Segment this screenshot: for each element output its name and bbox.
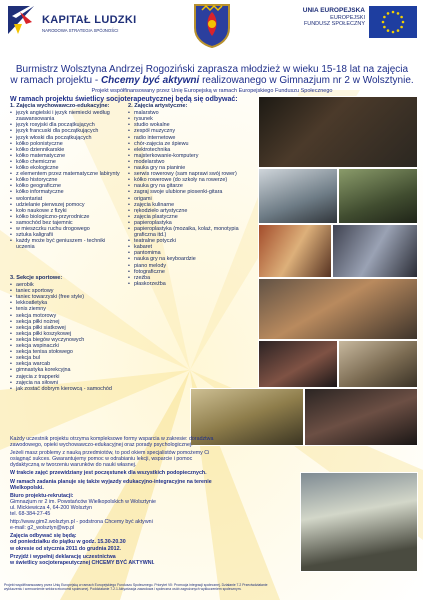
activities-heading: W ramach projektu świetlicy socjoterapeutycznej będą się odbywać: [10, 96, 238, 103]
sports-heading: 3. Sekcje sportowe: [10, 275, 63, 281]
photo-music [258, 340, 338, 388]
list-item: • sekcja piłki nożnej [10, 319, 122, 325]
photo-bikes [338, 168, 418, 224]
list-item: • rzeźba [128, 275, 248, 281]
list-item: • kółko chemiczne [10, 159, 122, 165]
list-item: • zagraj swoje ulubione piosenki-gitara [128, 189, 248, 195]
photo-dance [304, 388, 418, 446]
list-item: • zajęcia kulinarne [128, 202, 248, 208]
list-item: • pantomima [128, 250, 248, 256]
list-item: • sekcja motorowy [10, 313, 122, 319]
educational-heading: 1. Zajęcia wychowawczo-edukacyjne: [10, 103, 110, 110]
photo-art-class [338, 340, 418, 388]
list-item: • origami [128, 196, 248, 202]
photo-group-indoor [258, 278, 418, 340]
eu-line3: FUNDUSZ SPOŁECZNY [303, 21, 365, 27]
kapital-ludzki-emblem-icon [6, 4, 36, 38]
photo-microscope [258, 96, 418, 168]
list-item: • majsterkowanie-komputery [128, 153, 248, 159]
list-item: • sekcja bul [10, 355, 122, 361]
list-item: • chór-zajęcia ze śpiewu [128, 141, 248, 147]
photo-computers [332, 224, 418, 278]
photo-crafts [258, 224, 332, 278]
eu-line2: EUROPEJSKI [330, 14, 365, 21]
intro-line1: Burmistrz Wolsztyna Andrzej Rogoziński zaprasza młodzież w wieku 15-18 lat na zajęcia [15, 64, 409, 75]
list-item: • zajęcia plastyczne [128, 214, 248, 220]
eu-line1: UNIA EUROPEJSKA [302, 7, 365, 14]
list-item: • w mieszczku ruchu drogowego [10, 226, 122, 232]
kapital-ludzki-logo [6, 4, 156, 44]
footer-line2: wykluczeniu i wzmocnienie sektora ekonomii społecznej. Poddziałanie 7.2.1 Aktywizacja zawodowa i społeczna osób zagrożonych wykluczeniem społecznym. [4, 587, 242, 592]
office-heading: Biuro projektu-rekrutacji: [10, 492, 74, 499]
list-item: • gimnastyka korekcyjna [10, 367, 122, 373]
list-item: • tenis ziemny [10, 306, 122, 312]
list-item: • radio internetowe [128, 135, 248, 141]
kl-title: KAPITAŁ LUDZKI [42, 14, 137, 26]
list-item: • taniec sportowy [10, 288, 122, 294]
funding-note: Projekt współfinansowany przez Unię Europejską w ramach Europejskiego Funduszu Społecznego [91, 88, 333, 94]
email-link[interactable]: e-mail: g2_wolsztyn@wp.pl [10, 525, 75, 532]
list-item: • język francuski dla początkujących [10, 128, 122, 134]
list-item: • kabaret [128, 244, 248, 250]
footer [4, 583, 419, 591]
times-heading: Zajęcia odbywać się będą: [10, 533, 77, 540]
office-line2: ul. Mickiewicza 4, 64-200 Wolsztyn [10, 504, 93, 511]
list-item: • kółko matematyczne [10, 153, 122, 159]
list-item: • modelarstwo [128, 159, 248, 165]
list-item: • płaskorzeźba [128, 281, 248, 287]
help-paragraph: Jeżeli masz problemy z nauką przedmiotów, to pod okiem specjalistów pomożemy Ci osiągnąć sukces. Gwarantujemy pomoc w odrabianiu lekcji, wsparcie i pomoc dydaktyczną w tworzeniu warunków do nauki własnej. [10, 450, 210, 469]
list-item: • sekcja wspinaczki [10, 343, 122, 349]
list-item: • taniec towarzyski (free style) [10, 294, 122, 300]
list-item: • koło naukowe z fizyki [10, 208, 122, 214]
list-item: • zajęcia na siłowni [10, 380, 122, 386]
kl-subtitle: NARODOWA STRATEGIA SPÓJNOŚCI [42, 28, 119, 33]
list-item: • język włoski dla początkujących [10, 135, 122, 141]
closing-line2: w świetlicy socjoterapeutycznej CHCEMY BYĆ AKTYWNI. [10, 559, 155, 566]
refreshments-note: W trakcie zajęć przewidziany jest poczęstunek dla wszystkich podopiecznych. [10, 470, 207, 477]
list-item: • kółko polonistyczne [10, 141, 122, 147]
photo-classroom [258, 168, 338, 224]
list-item: • zajęcia z trapperki [10, 374, 122, 380]
list-item: • kółko biologiczno-przyrodnicze [10, 214, 122, 220]
list-item: • język rosyjski dla początkujących [10, 122, 122, 128]
wolsztyn-crest-icon [192, 2, 232, 48]
list-item: • sekcja piłki siatkowej [10, 325, 122, 331]
list-item: • papieroplastyka (mozaika, kolaż, monotypia graficzna itd.) [128, 226, 248, 238]
artistic-heading: 2. Zajęcia artystyczne: [128, 103, 188, 110]
list-item: • sztuka kaligrafii [10, 232, 122, 238]
list-item: • kółko rowerowe (do szkoły na rowerze) [128, 177, 248, 183]
list-item: • język angielski i język niemiecki według zaawansowania [10, 110, 122, 122]
list-item: • piano melody [128, 263, 248, 269]
list-item: • studio wokalne [128, 122, 248, 128]
list-item: • serwis rowerowy (sam naprawi swój rower) [128, 171, 248, 177]
list-item: • sekcja tenisa stołowego [10, 349, 122, 355]
list-item: • kółko ekologiczne [10, 165, 122, 171]
intro-line2: w ramach projektu - Chcemy być aktywni realizowanego w Gimnazjum nr 2 w Wolsztynie. [10, 75, 414, 86]
list-item: • sekcja warcab [10, 361, 122, 367]
list-item: • udzielanie pierwszej pomocy [10, 202, 122, 208]
sports-list [10, 282, 122, 392]
trips-note: W ramach zadania planuje się także wyjazdy edukacyjno-integracyjne na terenie Wielkopolski. [10, 478, 212, 491]
list-item: • nauka gry na keyboardzie [128, 256, 248, 262]
educational-list [10, 110, 122, 250]
office-line1: Gimnazjum nr 2 im. Powstańców Wielkopolskich w Wolsztynie [10, 498, 156, 505]
list-item: • fotograficzne [128, 269, 248, 275]
info-section [10, 436, 220, 566]
list-item: • z elementem przez matematyczne labirynty [10, 171, 122, 177]
list-item: • aerobik [10, 282, 122, 288]
artistic-list [128, 110, 248, 287]
column-sports [10, 275, 122, 392]
column-educational [10, 103, 122, 250]
list-item: • sekcja piłki koszykowej [10, 331, 122, 337]
header [0, 0, 423, 62]
times-line2: w okresie od stycznia 2011 do grudnia 2012. [10, 545, 121, 552]
photo-group-banner [300, 472, 418, 572]
list-item: • elektrotechnika [128, 147, 248, 153]
eu-flag-icon [369, 6, 417, 38]
list-item: • zespół muzyczny [128, 128, 248, 134]
list-item: • malarstwo [128, 110, 248, 116]
office-phone: tel. 68-384-27-45 [10, 511, 51, 518]
list-item: • sekcja biegów wyczynowych [10, 337, 122, 343]
list-item: • jak zostać dobrym kierowcą - samochód [10, 386, 122, 392]
list-item: • nauka gry na pianinie [128, 165, 248, 171]
list-item: • każdy może być geniuszem - techniki uczenia [10, 238, 122, 250]
list-item: • kółko dziennikarskie [10, 147, 122, 153]
list-item: • rękodzieło artystyczne [128, 208, 248, 214]
list-item: • papieroplastyka [128, 220, 248, 226]
times-line1: od poniedziałku do piątku w godz. 15.30-20.30 [10, 539, 126, 546]
intro [8, 64, 416, 94]
website-link[interactable]: http://www.gim2.wolsztyn.pl - podstrona Chcemy być aktywni [10, 519, 153, 526]
list-item: • kółko historyczne [10, 177, 122, 183]
footer-line1: Projekt współfinansowany przez Unię Europejską w ramach Europejskiego Funduszu Społecznego. Priorytet VII: Promocja integracji społecznej. Działanie 7.2 Przeciwdziałanie [4, 583, 268, 587]
closing-line1: Przyjdź i wypełnij deklarację uczestnictwa [10, 553, 116, 560]
project-name: Chcemy być aktywni [100, 75, 200, 86]
list-item: • kółko geograficzne [10, 183, 122, 189]
eu-label [303, 8, 365, 28]
list-item: • kółko informatyczne [10, 189, 122, 195]
list-item: • lekkoatletyka [10, 300, 122, 306]
list-item: • teatralne potyczki [128, 238, 248, 244]
list-item: • nauka gry na gitarze [128, 183, 248, 189]
list-item: • wolontariat [10, 196, 122, 202]
list-item: • samochód bez tajemnic [10, 220, 122, 226]
list-item: • rysunek [128, 116, 248, 122]
support-paragraph: Każdy uczestnik projektu otrzyma kompleksowe formy wsparcia w zakresie: doradztwa zawodowego, opieki wychowawczo-edukacyjnej oraz porady psychologicznej. [10, 436, 214, 449]
column-artistic [128, 103, 248, 287]
